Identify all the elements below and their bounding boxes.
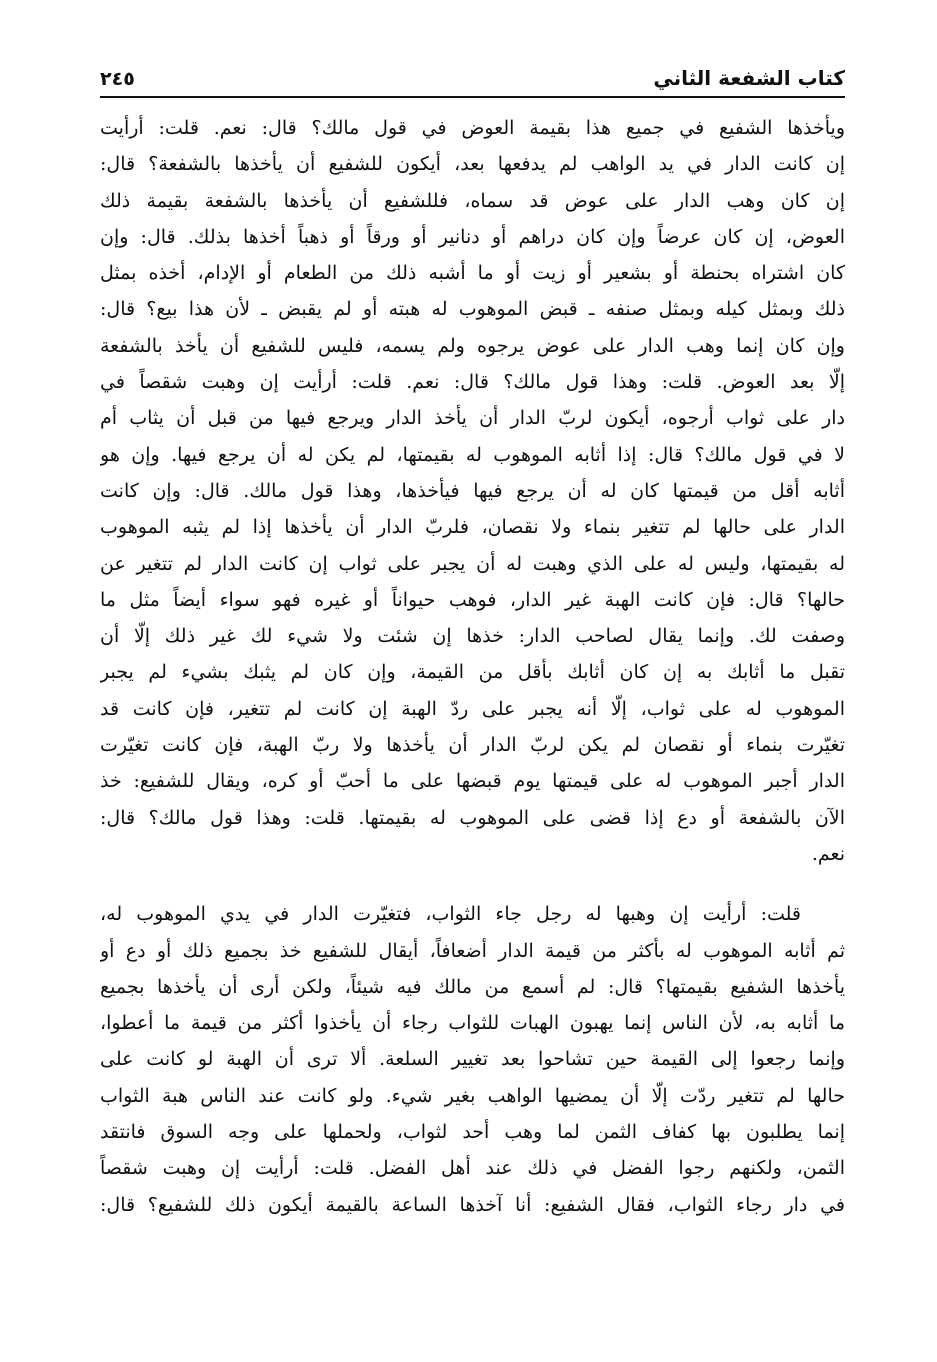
paragraph-gap	[100, 872, 845, 896]
text-line: إلّا بعد العوض. قلت: وهذا قول مالك؟ قال: نعم. قلت: أرأيت إن وهبت شقصاً في	[100, 371, 845, 394]
text-line: يأخذها الشفيع بقيمتها؟ قال: لم أسمع من مالك فيه شيئاً، ولكن أرى أن يأخذها بجميع	[100, 975, 845, 998]
text-line: إنما يطلبون بها كفاف الثمن لما وهب أحد لثواب، ولحملها على وجه السوق فانتقد	[100, 1121, 845, 1144]
text-line: ويأخذها الشفيع في جميع هذا بقيمة العوض في قول مالك؟ قال: نعم. قلت: أرأيت	[100, 117, 845, 139]
text-line: حالها لم تتغير ردّت إلّا أن يمضيها الواهب بغير شيء. ولو كانت عند الناس هبة الثواب	[100, 1084, 845, 1107]
text-line: الموهوب له على ثواب، إلّا أنه يجبر على ردّ الهبة إن كانت لم تتغير، فإن كانت قد	[100, 697, 845, 720]
text-line: حالها؟ قال: فإن كانت الهبة غير الدار، فوهب حيواناً أو غيره فهو سواء أيضاً مثل ما	[100, 588, 845, 611]
text-line: أثابه أقل من قيمتها كان له أن يرجع فيها فيأخذها، وهذا قول مالك. قال: وإن كانت	[100, 479, 845, 502]
text-line: إن كانت الدار في يد الواهب لم يدفعها بعد، أيكون للشفيع أن يأخذها بالشفعة؟ قال:	[100, 153, 845, 176]
text-line: الدار على حالها لم تتغير بنماء ولا نقصان، فلربّ الدار أن يأخذها إذا لم يثبه الموهوب	[100, 516, 845, 539]
text-line: الآن بالشفعة أو دع إذا قضى على الموهوب له بقيمتها. قلت: وهذا قول مالك؟ قال:	[100, 806, 845, 829]
text-line: ذلك وبمثل كيله وبمثل صنفه ـ قبض الموهوب له هبته أو لم يقبض ـ لأن هذا بيع؟ قال:	[100, 298, 845, 321]
body-text	[100, 110, 845, 1223]
running-header	[100, 58, 845, 98]
text-line: ثم أثابه الموهوب له بأكثر من قيمة الدار أضعافاً، أيقال للشفيع خذ بجميع ذلك أو دع أو	[100, 939, 845, 962]
text-line: تقبل ما أثابك به إن كان أثابك بأقل من القيمة، وإن كان لم يثبك بشيء لم يجبر	[100, 661, 845, 684]
text-line: كان اشتراه بحنطة أو بشعير أو زيت أو ما أشبه ذلك من الطعام أو الإدام، أخذه بمثل	[100, 262, 845, 285]
text-line: إن كان وهب الدار على عوض قد سماه، فللشفيع أن يأخذها بالشفعة بقيمة ذلك	[100, 189, 845, 212]
text-line: تغيّرت بنماء أو نقصان لم يكن لربّ الدار أن يأخذها ولا ربّ الهبة، فإن كانت تغيّرت	[100, 734, 845, 757]
text-line: وصفت لك. وإنما يقال لصاحب الدار: خذها إن شئت ولا شيء لك غير ذلك إلّا أن	[100, 625, 845, 648]
chapter-title: كتاب الشفعة الثاني	[653, 66, 845, 90]
text-line: في دار رجاء الثواب، فقال الشفيع: أنا آخذها الساعة بالقيمة أيكون ذلك للشفيع؟ قال:	[100, 1193, 845, 1216]
text-line: قلت: أرأيت إن وهبها له رجل جاء الثواب، فتغيّرت الدار في يدي الموهوب له،	[100, 903, 801, 926]
book-page	[100, 58, 845, 1308]
page-number: ٢٤٥	[100, 68, 135, 90]
text-line: وإنما رجعوا إلى القيمة حين تشاحوا بعد تغيير السلعة. ألا ترى أن الهبة لو كانت على	[100, 1048, 845, 1071]
text-line: الدار أجبر الموهوب له على قيمتها يوم قبضها على ما أحبّ أو كره، ويقال للشفيع: خذ	[100, 770, 845, 793]
paragraph-1	[100, 110, 845, 872]
text-line: له بقيمتها، وليس له على الذي وهبت له أن يجبر على ثواب إن كانت الدار لم تتغير عن	[100, 552, 845, 575]
text-line: لا في قول مالك؟ قال: إذا أثابه الموهوب له بقيمتها، لم يكن له أن يرجع فيها. وإن هو	[100, 443, 845, 466]
text-line: دار على ثواب أرجوه، أيكون لربّ الدار أن يأخذ الدار ويرجع فيها من قبل أن يثاب أم	[100, 407, 845, 430]
text-line: وإن كان إنما وهب الدار على عوض يرجوه ولم يسمه، فليس للشفيع أن يأخذ بالشفعة	[100, 334, 845, 357]
paragraph-2	[100, 896, 845, 1223]
text-line: نعم.	[811, 842, 845, 865]
text-line: الثمن، ولكنهم رجوا الفضل في ذلك عند أهل الفضل. قلت: أرأيت إن وهبت شقصاً	[100, 1157, 845, 1180]
text-line: العوض، إن كان عرضاً وإن كان دراهم أو دنانير أو ورقاً أو ذهباً أخذها بذلك. قال: وإن	[100, 225, 845, 248]
text-line: ما أثابه به، لأن الناس إنما يهبون الهبات للثواب رجاء أن يأخذوا أكثر من قيمة ما أعطوا،	[100, 1012, 845, 1035]
